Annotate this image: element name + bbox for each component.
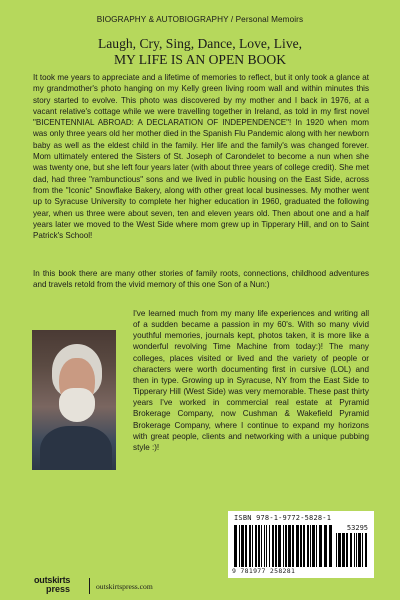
- footer-divider: [89, 578, 90, 594]
- synopsis-paragraph-2: In this book there are many other stories of family roots, connections, childhood adventures and travels retold from the vivid memory of this one Son of a Nun:): [33, 269, 369, 290]
- title-line-1: Laugh, Cry, Sing, Dance, Love, Live,: [97, 36, 303, 51]
- barcode-addon-bars-icon: [336, 533, 368, 567]
- isbn-barcode: [228, 511, 374, 578]
- title-line-2: MY LIFE IS AN OPEN BOOK: [113, 52, 287, 67]
- author-bio-paragraph: I've learned much from my many life experiences and writing all of a sudden became a passion in my 60's. With so many vivid youthful memories, journals kept, photos taken, it is more like a wonderful revolving Time Machine from today:)! The many colleges, places visited or lived and the variety of people or characters were worth documenting first in cursive (LOL) and then in type. Growing up in Syracuse, NY from the East Side to Tipperary Hill (West Side) was very memorable. These past thirty years I've worked in commercial real estate at Pyramid Brokerage Company, now Cushman & Wakefield Pyramid Brokerage Company, where I continue to expand my horizons with great people, clients and networking with a unique pubbing style :)!: [133, 309, 369, 452]
- synopsis-paragraph-1: It took me years to appreciate and a lifetime of memories to reflect, but it only took a glance at my grandmother's photo hanging on my Kelly green living room wall and within minutes this story started to evolve. This photo was discovered by my mother and I back in 1976, at a vacant relative's cottage while we were travelling together in Ireland, as told in my first novel "BICENTENNIAL ABROAD: A DECLARATION OF INDEPENDENCE"! In 1920 when mom was only three years old her mother died in the Spanish Flu Pandemic along with her newborn baby as well as the eldest child in the family. Her life and the family's was changed forever. Mom ultimately entered the Sisters of St. Joseph of Carondelet to become a nun when she was twenty one, but she left four years later (with about three years of college credit). She met dad, had three "rambunctious" sons and we lived in public housing on the East Side, across from the "Iconic" Snowflake Bakery, along with other great local businesses. My mother went up to Syracuse University to complete her higher education in 1960, graduated the following year, when us three were about seven, ten and eleven years old. Then about one and a half years later we moved to the West Side where mom grew up in Tipperary Hill, and on to Saint Patrick's School!: [33, 73, 369, 241]
- publisher-logo-line-2: press: [46, 584, 71, 594]
- book-category: BIOGRAPHY & AUTOBIOGRAPHY / Personal Memoirs: [96, 15, 304, 24]
- publisher-logo: [34, 576, 80, 596]
- author-photo: [32, 330, 116, 470]
- book-title: [0, 36, 400, 68]
- barcode-digits: 9 781977 258281: [232, 567, 296, 575]
- publisher-website: outskirtspress.com: [96, 582, 153, 591]
- barcode-bars-icon: [234, 525, 332, 567]
- publisher-logo-line-1: outskirts: [34, 575, 71, 585]
- isbn-label: ISBN 978-1-9772-5828-1: [234, 514, 332, 522]
- price-code-label: 53295: [346, 524, 368, 532]
